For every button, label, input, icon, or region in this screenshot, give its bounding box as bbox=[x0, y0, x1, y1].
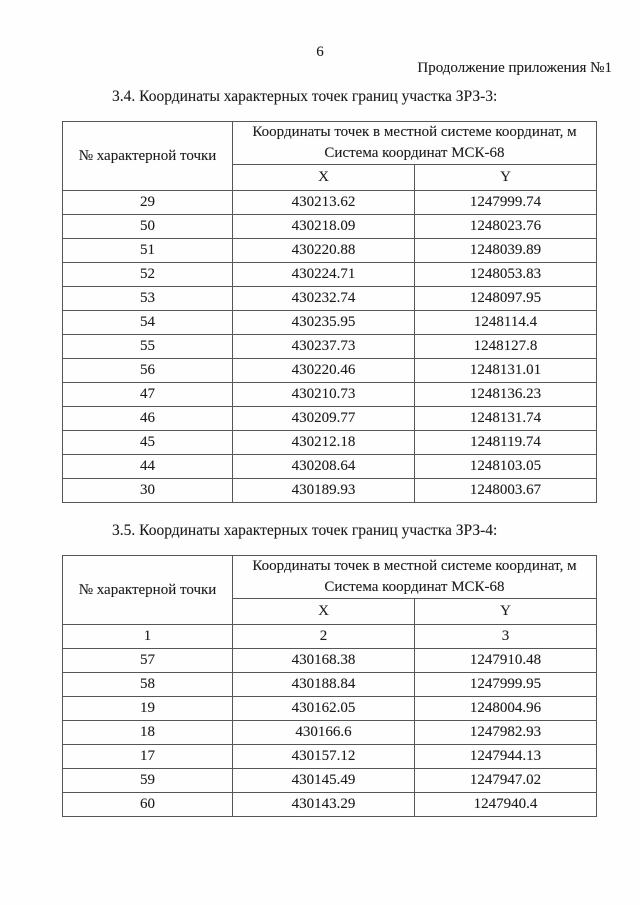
y-coordinate-cell: 1248023.76 bbox=[415, 215, 597, 239]
column-header-y: Y bbox=[415, 599, 597, 625]
column-number-cell: 2 bbox=[233, 625, 415, 649]
point-number-cell: 17 bbox=[63, 745, 233, 769]
point-number-cell: 54 bbox=[63, 311, 233, 335]
table-row bbox=[63, 335, 597, 359]
column-numbering-row bbox=[63, 625, 597, 649]
x-coordinate-cell: 430166.6 bbox=[233, 721, 415, 745]
y-coordinate-cell: 1247982.93 bbox=[415, 721, 597, 745]
y-coordinate-cell: 1248004.96 bbox=[415, 697, 597, 721]
section bbox=[62, 520, 597, 817]
section bbox=[62, 86, 597, 503]
x-coordinate-cell: 430208.64 bbox=[233, 455, 415, 479]
column-number-cell: 1 bbox=[63, 625, 233, 649]
column-header-point-number: № характерной точки bbox=[63, 122, 233, 191]
point-number-cell: 52 bbox=[63, 263, 233, 287]
x-coordinate-cell: 430145.49 bbox=[233, 769, 415, 793]
table-row bbox=[63, 649, 597, 673]
point-number-cell: 45 bbox=[63, 431, 233, 455]
table-row bbox=[63, 431, 597, 455]
table-row bbox=[63, 793, 597, 817]
x-coordinate-cell: 430232.74 bbox=[233, 287, 415, 311]
table-row bbox=[63, 769, 597, 793]
table-row bbox=[63, 745, 597, 769]
table-row bbox=[63, 287, 597, 311]
x-coordinate-cell: 430213.62 bbox=[233, 191, 415, 215]
y-coordinate-cell: 1248127.8 bbox=[415, 335, 597, 359]
page-content bbox=[62, 86, 597, 817]
coordinates-table bbox=[62, 555, 597, 817]
y-coordinate-cell: 1248136.23 bbox=[415, 383, 597, 407]
point-number-cell: 53 bbox=[63, 287, 233, 311]
point-number-cell: 56 bbox=[63, 359, 233, 383]
x-coordinate-cell: 430220.46 bbox=[233, 359, 415, 383]
point-number-cell: 44 bbox=[63, 455, 233, 479]
x-coordinate-cell: 430218.09 bbox=[233, 215, 415, 239]
y-coordinate-cell: 1247999.74 bbox=[415, 191, 597, 215]
x-coordinate-cell: 430209.77 bbox=[233, 407, 415, 431]
appendix-continuation-label: Продолжение приложения №1 bbox=[417, 60, 612, 76]
column-header-coordinates bbox=[233, 122, 597, 165]
y-coordinate-cell: 1248039.89 bbox=[415, 239, 597, 263]
x-coordinate-cell: 430162.05 bbox=[233, 697, 415, 721]
point-number-cell: 19 bbox=[63, 697, 233, 721]
point-number-cell: 55 bbox=[63, 335, 233, 359]
table-row bbox=[63, 215, 597, 239]
point-number-cell: 59 bbox=[63, 769, 233, 793]
x-coordinate-cell: 430168.38 bbox=[233, 649, 415, 673]
table-row bbox=[63, 359, 597, 383]
coords-header-line1: Координаты точек в местной системе координат, м bbox=[252, 124, 577, 140]
page-number: 6 bbox=[316, 44, 324, 60]
x-coordinate-cell: 430212.18 bbox=[233, 431, 415, 455]
y-coordinate-cell: 1247910.48 bbox=[415, 649, 597, 673]
section-heading: 3.4. Координаты характерных точек границ участка ЗРЗ-3: bbox=[112, 88, 498, 105]
column-header-coordinates bbox=[233, 556, 597, 599]
coordinates-table bbox=[62, 121, 597, 503]
x-coordinate-cell: 430189.93 bbox=[233, 479, 415, 503]
x-coordinate-cell: 430224.71 bbox=[233, 263, 415, 287]
column-header-x: X bbox=[233, 599, 415, 625]
y-coordinate-cell: 1247947.02 bbox=[415, 769, 597, 793]
column-header-x: X bbox=[233, 165, 415, 191]
y-coordinate-cell: 1248114.4 bbox=[415, 311, 597, 335]
table-header-row bbox=[63, 556, 597, 599]
table-row bbox=[63, 455, 597, 479]
point-number-cell: 47 bbox=[63, 383, 233, 407]
y-coordinate-cell: 1248053.83 bbox=[415, 263, 597, 287]
table-row bbox=[63, 673, 597, 697]
column-header-point-number: № характерной точки bbox=[63, 556, 233, 625]
table-row bbox=[63, 239, 597, 263]
point-number-cell: 50 bbox=[63, 215, 233, 239]
y-coordinate-cell: 1247999.95 bbox=[415, 673, 597, 697]
coords-header-line1: Координаты точек в местной системе координат, м bbox=[252, 558, 577, 574]
point-number-cell: 30 bbox=[63, 479, 233, 503]
x-coordinate-cell: 430143.29 bbox=[233, 793, 415, 817]
column-number-cell: 3 bbox=[415, 625, 597, 649]
table-row bbox=[63, 311, 597, 335]
table-row bbox=[63, 407, 597, 431]
x-coordinate-cell: 430235.95 bbox=[233, 311, 415, 335]
y-coordinate-cell: 1248097.95 bbox=[415, 287, 597, 311]
table-row bbox=[63, 191, 597, 215]
x-coordinate-cell: 430220.88 bbox=[233, 239, 415, 263]
table-row bbox=[63, 721, 597, 745]
x-coordinate-cell: 430157.12 bbox=[233, 745, 415, 769]
table-row bbox=[63, 263, 597, 287]
point-number-cell: 57 bbox=[63, 649, 233, 673]
x-coordinate-cell: 430188.84 bbox=[233, 673, 415, 697]
x-coordinate-cell: 430237.73 bbox=[233, 335, 415, 359]
section-heading: 3.5. Координаты характерных точек границ участка ЗРЗ-4: bbox=[112, 522, 498, 539]
table-row bbox=[63, 479, 597, 503]
y-coordinate-cell: 1248119.74 bbox=[415, 431, 597, 455]
y-coordinate-cell: 1247944.13 bbox=[415, 745, 597, 769]
y-coordinate-cell: 1248103.05 bbox=[415, 455, 597, 479]
y-coordinate-cell: 1248131.01 bbox=[415, 359, 597, 383]
point-number-cell: 46 bbox=[63, 407, 233, 431]
y-coordinate-cell: 1248131.74 bbox=[415, 407, 597, 431]
point-number-cell: 51 bbox=[63, 239, 233, 263]
column-header-y: Y bbox=[415, 165, 597, 191]
point-number-cell: 60 bbox=[63, 793, 233, 817]
point-number-cell: 58 bbox=[63, 673, 233, 697]
coords-header-line2: Система координат МСК-68 bbox=[324, 145, 505, 161]
table-header-row bbox=[63, 122, 597, 165]
y-coordinate-cell: 1248003.67 bbox=[415, 479, 597, 503]
point-number-cell: 18 bbox=[63, 721, 233, 745]
coords-header-line2: Система координат МСК-68 bbox=[324, 579, 505, 595]
table-row bbox=[63, 697, 597, 721]
x-coordinate-cell: 430210.73 bbox=[233, 383, 415, 407]
table-row bbox=[63, 383, 597, 407]
y-coordinate-cell: 1247940.4 bbox=[415, 793, 597, 817]
point-number-cell: 29 bbox=[63, 191, 233, 215]
